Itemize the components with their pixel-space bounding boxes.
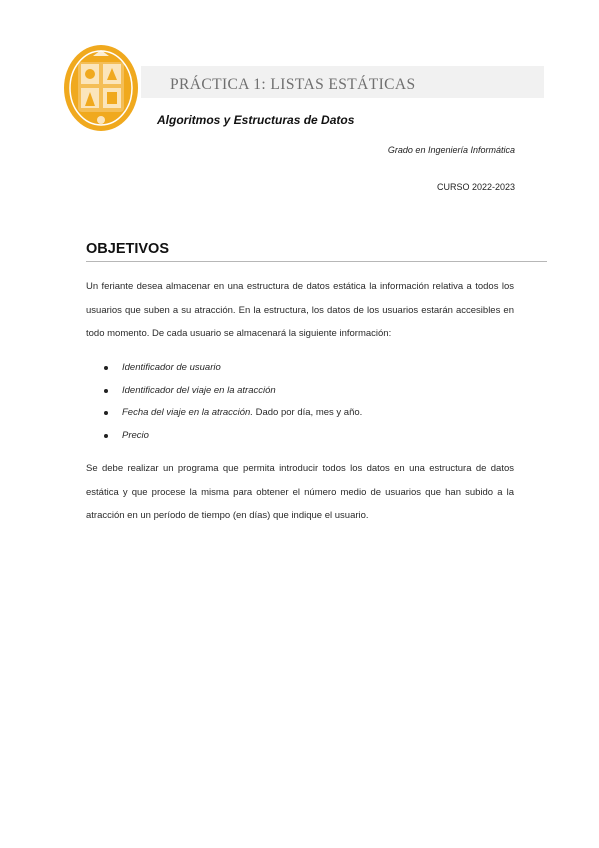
list-item-italic: Identificador de usuario: [122, 362, 221, 373]
section-divider: [86, 261, 547, 262]
list-item-italic: Fecha del viaje en la atracción.: [122, 407, 253, 418]
degree-label: Grado en Ingeniería Informática: [387, 145, 515, 155]
list-item: [86, 358, 516, 381]
user-info-list: [86, 358, 516, 448]
list-item-italic: Identificador del viaje en la atracción: [122, 384, 276, 396]
list-item-italic: Precio: [122, 429, 149, 441]
bullet-icon: [104, 389, 108, 393]
conclusion-paragraph: Se debe realizar un programa que permita introducir todos los datos en una estructura de datos estática y que procese la misma para obtener el número medio de usuarios que han subido a la atracción en un período de tiempo (en días) que indique el usuario.: [86, 463, 514, 521]
intro-paragraph: Un feriante desea almacenar en una estructura de datos estática la información relativa a todos los usuarios que suben a su atracción. En la estructura, los datos de los usuarios estarán accesibles en todo momento. De cada usuario se almacenará la siguiente información:: [86, 281, 514, 339]
bullet-icon: [104, 434, 108, 438]
list-item: [86, 381, 516, 404]
document-title: PRÁCTICA 1: LISTAS ESTÁTICAS: [170, 76, 416, 93]
section-heading: OBJETIVOS: [86, 241, 169, 257]
university-seal-logo: [63, 44, 139, 132]
list-item: [86, 403, 516, 426]
list-item: [86, 426, 516, 449]
subject-subtitle: Algoritmos y Estructuras de Datos: [157, 113, 355, 127]
bullet-icon: [104, 411, 108, 415]
list-item-text: Dado por día, mes y año.: [252, 407, 363, 418]
bullet-icon: [104, 366, 108, 370]
course-label: CURSO 2022-2023: [436, 182, 515, 192]
